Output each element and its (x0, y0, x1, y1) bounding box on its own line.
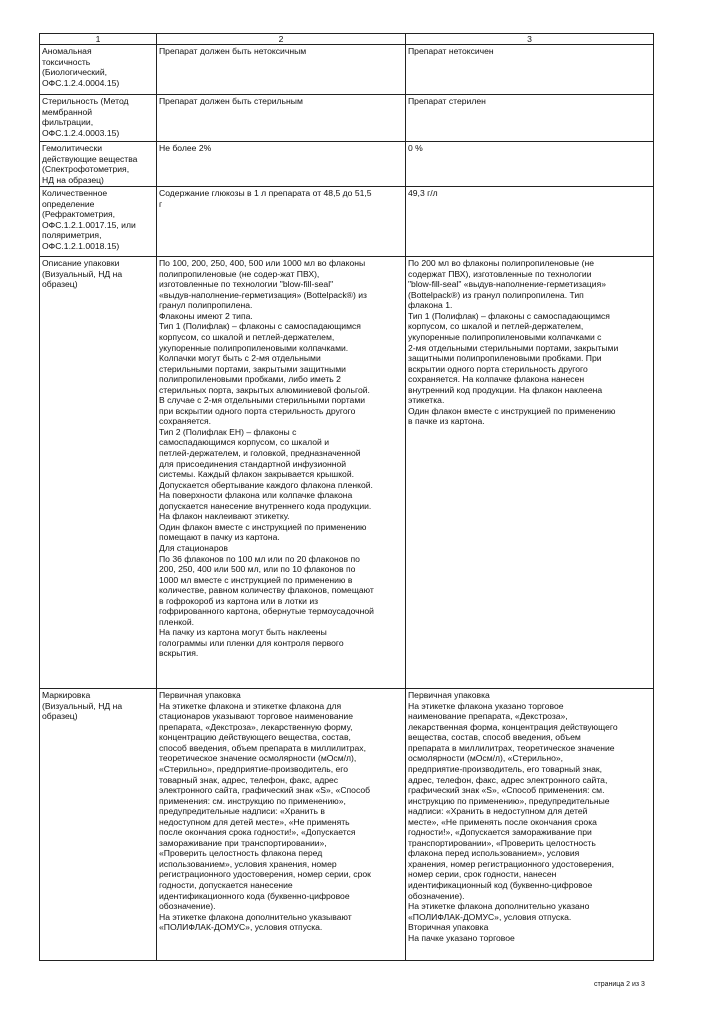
table-row (40, 187, 654, 257)
table-row (40, 142, 654, 187)
table-row (40, 45, 654, 95)
indicator-cell: Описание упаковки (Визуальный, НД на образец) (40, 257, 157, 689)
result-cell: Первичная упаковка На этикетке флакона указано торговое наименование препарата, «Декстроза», лекарственная форма, концентрация действующего вещества, состав, способ введения, объем препарата в миллилитрах, теоретическое значение осмолярности (мОсм/л), «Стерильно», предприятие-производитель, его товарный знак, адрес, телефон, факс, адрес электронного сайта, графический знак «S», «Способ применения: см. инструкцию по применению», предупредительные надписи: «Хранить в недоступном для детей месте», «Не применять после окончания срока годности!», «Допускается замораживание при транспортировании», «Проверить целостность флакона перед использованием», условия хранения, номер регистрационного удостоверения, номер серии, срок годности, нанесен идентификационный код (буквенно-цифровое обозначение). На этикетке флакона дополнительно указано «ПОЛИФЛАК-ДОМУС», условия отпуска. Вторичная упаковка На пачке указано торговое (406, 689, 654, 961)
column-number-2: 2 (157, 34, 406, 45)
indicator-cell: Гемолитически действующие вещества (Спектрофотометрия, НД на образец) (40, 142, 157, 187)
table-row (40, 689, 654, 961)
requirement-cell: Не более 2% (157, 142, 406, 187)
requirement-cell: Первичная упаковка На этикетке флакона и этикетке флакона для стационаров указывают торговое наименование препарата, «Декстроза», лекарственную форму, концентрацию действующего вещества, состав, способ введения, объем препарата в миллилитрах, теоретическое значение осмолярности (мОсм/л), «Стерильно», предприятие-производитель, его товарный знак, адрес, телефон, факс, адрес электронного сайта, графический знак «S», «Способ применения: см. инструкцию по применению», предупредительные надписи: «Хранить в недоступном для детей месте», «Не применять после окончания срока годности!», «Допускается замораживание при транспортировании», «Проверить целостность флакона перед использованием», условия хранения, номер регистрационного удостоверения, номер серии, срок годности, допускается нанесение идентификационного кода (буквенно-цифровое обозначение). На этикетке флакона дополнительно указывают «ПОЛИФЛАК-ДОМУС», условия отпуска. (157, 689, 406, 961)
indicator-cell: Стерильность (Метод мембранной фильтрации, ОФС.1.2.4.0003.15) (40, 95, 157, 142)
table-header-row (40, 34, 654, 45)
indicator-cell: Маркировка (Визуальный, НД на образец) (40, 689, 157, 961)
table-row (40, 257, 654, 689)
requirement-cell: По 100, 200, 250, 400, 500 или 1000 мл во флаконы полипропиленовые (не содер-жат ПВХ), изготовленные по технологии "blow-fill-seal" «выдув-наполнение-герметизация» (Bottelpack®) из гранул полипропилена. Флаконы имеют 2 типа. Тип 1 (Полифлак) – флаконы с самоспадающимся корпусом, со шкалой и петлей-держателем, укупоренные полипропиленовыми колпачками. Колпачки могут быть с 2-мя отдельными стерильными портами, закрытыми защитными полипропиленовыми пробками, либо иметь 2 стерильных порта, закрытых алюминиевой фольгой. В случае с 2-мя отдельными стерильными портами при вскрытии одного порта стерильность другого сохраняется. Тип 2 (Полифлак ЕН) – флаконы с самоспадающимся корпусом, со шкалой и петлей-держателем, и головкой, предназначенной для присоединения стандартной инфузионной системы. Каждый флакон закрывается крышкой. Допускается обертывание каждого флакона пленкой. На поверхности флакона или колпачке флакона допускается нанесение внутреннего кода продукции. На флакон наклеивают этикетку. Один флакон вместе с инструкцией по применению помещают в пачку из картона. Для стационаров По 36 флаконов по 100 мл или по 20 флаконов по 200, 250, 400 или 500 мл, или по 10 флаконов по 1000 мл вместе с инструкцией по применению в количестве, равном количеству флаконов, помещают в гофрокороб из картона или в лотки из гофрированного картона, обернутые термоусадочной пленкой. На пачку из картона могут быть наклеены голограммы или пленки для контроля первого вскрытия. (157, 257, 406, 689)
table-row (40, 95, 654, 142)
result-cell: Препарат нетоксичен (406, 45, 654, 95)
column-number-3: 3 (406, 34, 654, 45)
indicator-cell: Аномальная токсичность (Биологический, ОФС.1.2.4.0004.15) (40, 45, 157, 95)
requirement-cell: Содержание глюкозы в 1 л препарата от 48,5 до 51,5 г (157, 187, 406, 257)
page-number: страница 2 из 3 (594, 981, 645, 988)
indicator-cell: Количественное определение (Рефрактометрия, ОФС.1.2.1.0017.15, или поляриметрия, ОФС.1.2.1.0018.15) (40, 187, 157, 257)
requirement-cell: Препарат должен быть стерильным (157, 95, 406, 142)
column-number-1: 1 (40, 34, 157, 45)
specification-table (39, 33, 654, 961)
result-cell: Препарат стерилен (406, 95, 654, 142)
result-cell: 49,3 г/л (406, 187, 654, 257)
result-cell: 0 % (406, 142, 654, 187)
result-cell: По 200 мл во флаконы полипропиленовые (не содержат ПВХ), изготовленные по технологии "blow-fill-seal" «выдув-наполнение-герметизация» (Bottelpack®) из гранул полипропилена. Тип флакона 1. Тип 1 (Полифлак) – флаконы с самоспадающимся корпусом, со шкалой и петлей-держателем, укупоренные полипропиленовыми колпачками с 2-мя отдельными стерильными портами, закрытыми защитными полипропиленовыми пробками. При вскрытии одного порта стерильность другого сохраняется. На колпачке флакона нанесен внутренний код продукции. На флакон наклеена этикетка. Один флакон вместе с инструкцией по применению в пачке из картона. (406, 257, 654, 689)
requirement-cell: Препарат должен быть нетоксичным (157, 45, 406, 95)
